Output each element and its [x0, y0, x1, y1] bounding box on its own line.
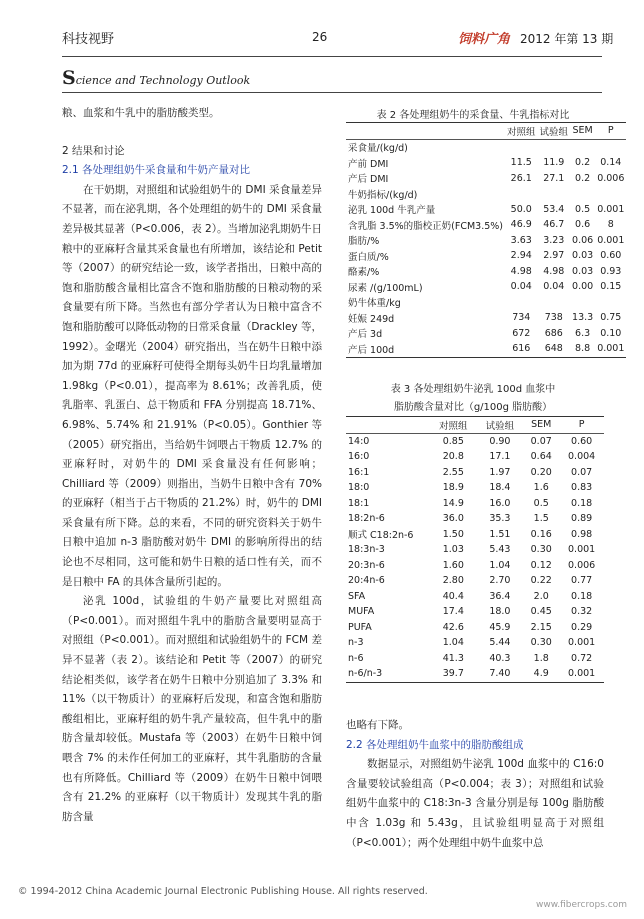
table2-cell: 46.7	[543, 219, 565, 231]
table3-row	[346, 511, 604, 527]
section-2-heading: 2 结果和讨论	[62, 144, 125, 157]
table3-cell: 20:3n-6	[348, 559, 385, 571]
right-line0: 也略有下降。	[346, 719, 409, 731]
table3-header	[346, 417, 430, 434]
table2-cell: 产前 DMI	[348, 158, 389, 170]
table3	[346, 416, 604, 683]
table3-row	[346, 620, 604, 636]
table2-row	[346, 233, 626, 249]
table3-cell: 20:4n-6	[348, 575, 385, 587]
table2-cell: 3.63	[510, 234, 532, 246]
page-number: 26	[312, 30, 328, 44]
table3-cell: 40.4	[442, 590, 464, 602]
table3-row	[346, 573, 604, 589]
table3-cell: 0.20	[530, 466, 552, 478]
table3-cell: 0.5	[533, 497, 549, 509]
table3-cell: 18:3n-3	[348, 544, 385, 556]
table3-cell: 顺式 C18:2n-6	[348, 530, 414, 542]
table3-cell: 20.8	[442, 451, 464, 463]
table2-cell: 0.14	[600, 157, 622, 169]
table2-header	[346, 123, 505, 140]
table2-cell	[570, 139, 595, 155]
table2-cell: 4.98	[510, 265, 532, 277]
table3-cell: 42.6	[442, 621, 464, 633]
table2-cell: 2.97	[543, 250, 565, 262]
table3-cell: 0.16	[530, 528, 552, 540]
section-2-2-heading: 2.2 各处理组奶牛血浆中的脂肪酸组成	[346, 738, 524, 751]
table3-cell: 0.72	[571, 652, 593, 664]
table2-cell: 648	[544, 343, 563, 355]
table2-cell	[505, 295, 538, 311]
table2-cell: 奶牛体重/kg	[348, 298, 401, 310]
table2-cell	[595, 186, 626, 202]
table3-cell: 45.9	[489, 621, 511, 633]
table3-cell: n-6	[348, 652, 364, 664]
table2-row	[346, 295, 626, 311]
table3-cell: 0.07	[530, 435, 552, 447]
table3-cell: 16:0	[348, 451, 370, 463]
table3-cell: 14.9	[442, 497, 464, 509]
table2-row	[346, 279, 626, 295]
table2-cell: 0.00	[572, 281, 594, 293]
table2-cell: 0.10	[600, 327, 622, 339]
table3-row	[346, 480, 604, 496]
table3-row	[346, 635, 604, 651]
table3-cell: SFA	[348, 590, 366, 602]
copyright-footer: © 1994-2012 China Academic Journal Electronic Publishing House. All rights reserved.	[18, 886, 428, 897]
table3-cell: 1.03	[442, 544, 464, 556]
table3-cell: 1.60	[442, 559, 464, 571]
table2-cell: 50.0	[510, 203, 532, 215]
table3-cell: 2.55	[442, 466, 464, 478]
section-2-1-heading: 2.1 各处理组奶牛采食量和牛奶产量对比	[62, 164, 251, 177]
table2-cell: 0.75	[600, 312, 622, 324]
table2-cell: 0.04	[510, 281, 532, 293]
table2-row	[346, 248, 626, 264]
table2-cell: 734	[512, 312, 531, 324]
table2-row	[346, 202, 626, 218]
table3-cell: 0.77	[571, 575, 593, 587]
table2-cell	[595, 139, 626, 155]
table2-cell: 0.001	[597, 234, 625, 246]
table3-cell: n-6/n-3	[348, 668, 383, 680]
table2-cell: 8	[607, 219, 614, 231]
table2-cell	[538, 186, 571, 202]
journal-name: 科技视野	[62, 32, 115, 47]
table2-row	[346, 264, 626, 280]
header-rule	[62, 56, 602, 57]
table2-cell: 0.60	[600, 250, 622, 262]
table3-header: SEM	[531, 419, 552, 431]
table2-cell: 3.23	[543, 234, 565, 246]
table2-cell: 0.06	[572, 234, 594, 246]
table2-cell: 0.001	[597, 203, 625, 215]
table3-cell: 0.22	[530, 575, 552, 587]
table2-cell: 脂肪/%	[348, 236, 380, 248]
table2-row	[346, 217, 626, 233]
table3-cell: 2.0	[533, 590, 549, 602]
table2-header: 对照组	[507, 126, 536, 138]
table3-cell: 36.0	[442, 513, 464, 525]
table3-cell: 18.9	[442, 482, 464, 494]
table3-cell: 1.04	[442, 637, 464, 649]
table3-cell: 0.30	[530, 544, 552, 556]
table2-cell: 0.2	[575, 157, 591, 169]
table3-cell: 0.89	[571, 513, 593, 525]
table3-cell: 0.90	[489, 435, 511, 447]
table3-cell: PUFA	[348, 621, 372, 633]
table2-cell: 0.2	[575, 172, 591, 184]
table3-cell: n-3	[348, 637, 364, 649]
table2-cell: 6.3	[575, 327, 591, 339]
table3-cell: 0.006	[568, 559, 596, 571]
table2-row	[346, 341, 626, 357]
table3-cell: 5.44	[489, 637, 511, 649]
table3-cell: 18:1	[348, 497, 370, 509]
table2-cell: 酪素/%	[348, 267, 380, 279]
table3-cell: 17.4	[442, 606, 464, 618]
table3-cell: 0.18	[571, 590, 593, 602]
table2-cell: 牛奶指标/(kg/d)	[348, 189, 418, 201]
table2-cell: 产后 3d	[348, 329, 383, 341]
table3-body	[346, 433, 604, 682]
table2-cell: 0.001	[597, 343, 625, 355]
watermark: www.fibercrops.com	[536, 900, 627, 910]
table2-cell: 0.04	[543, 281, 565, 293]
table3-row	[346, 433, 604, 449]
table3-header: 对照组	[439, 420, 468, 432]
journal-logo: 饲料广角	[458, 32, 511, 47]
table2-cell: 686	[544, 327, 563, 339]
table2-cell: 46.9	[510, 219, 532, 231]
table2-cell: 8.8	[575, 343, 591, 355]
table2-cell: 53.4	[543, 203, 565, 215]
table2-cell	[538, 295, 571, 311]
table3-cell: 0.18	[571, 497, 593, 509]
table3-cell: 7.40	[489, 668, 511, 680]
table2-caption: 表 2 各处理组奶牛的采食量、牛乳指标对比	[376, 110, 570, 121]
table3-cell: 0.98	[571, 528, 593, 540]
table3-cell: 5.43	[489, 544, 511, 556]
table2-body	[346, 139, 626, 357]
left-column	[62, 104, 322, 827]
table2-cell: 0.15	[600, 281, 622, 293]
subtitle-text: cience and Technology Outlook	[75, 74, 251, 87]
subtitle-initial: S	[62, 67, 76, 89]
table2-cell: 产后 DMI	[348, 174, 389, 186]
table3-cell: 2.70	[489, 575, 511, 587]
table3-cell: 36.4	[489, 590, 511, 602]
table3-cell: 14:0	[348, 435, 370, 447]
table3-row	[346, 496, 604, 512]
table2-cell: 0.03	[572, 265, 594, 277]
table2-cell: 26.1	[510, 172, 532, 184]
table2-cell: 采食量/(kg/d)	[348, 143, 408, 155]
table2-cell: 0.006	[597, 172, 625, 184]
table3-cell: 0.64	[530, 451, 552, 463]
table3-row	[346, 449, 604, 465]
table3-row	[346, 527, 604, 543]
table3-cell: 2.15	[530, 621, 552, 633]
table3-cell: 0.07	[571, 466, 593, 478]
table2-cell: 0.6	[575, 219, 591, 231]
table2-cell: 妊娠 249d	[348, 313, 395, 325]
table3-header: P	[578, 419, 585, 431]
table3-cell: 40.3	[489, 652, 511, 664]
table2-row	[346, 186, 626, 202]
table2-cell: 672	[512, 327, 531, 339]
table3-cell: 18.4	[489, 482, 511, 494]
table2-cell	[570, 186, 595, 202]
table2-cell: 27.1	[543, 172, 565, 184]
table3-cell: 0.45	[530, 606, 552, 618]
table3-row	[346, 651, 604, 667]
table2-cell: 616	[512, 343, 531, 355]
table3-cell: 18.0	[489, 606, 511, 618]
table2-cell: 产后 100d	[348, 344, 395, 356]
table3-cell: 1.51	[489, 528, 511, 540]
table3-cell: 16:1	[348, 466, 370, 478]
table3-row	[346, 589, 604, 605]
table3-cell: 0.12	[530, 559, 552, 571]
left-line0: 粮、血浆和牛乳中的脂肪酸类型。	[62, 107, 220, 119]
table2-cell: 2.94	[510, 250, 532, 262]
table2-cell: 13.3	[572, 312, 594, 324]
table3-cell: 0.004	[568, 451, 596, 463]
table2-cell: 泌乳 100d 牛乳产量	[348, 205, 436, 217]
table2-cell: 11.9	[543, 157, 565, 169]
table3-cell: 0.60	[571, 435, 593, 447]
table3-cell: 0.32	[571, 606, 593, 618]
table2-cell: 含乳脂 3.5%的脂校正奶(FCM3.5%)	[348, 220, 503, 232]
table3-cell: MUFA	[348, 606, 375, 618]
table2-cell	[538, 139, 571, 155]
table3-cell: 1.97	[489, 466, 511, 478]
table3-row	[346, 542, 604, 558]
table3-cell: 0.29	[571, 621, 593, 633]
table3-header: 试验组	[485, 420, 515, 432]
table2-row	[346, 310, 626, 326]
table3-caption-1: 表 3 各处理组奶牛泌乳 100d 血浆中	[390, 384, 556, 395]
table2-row	[346, 155, 626, 171]
table2-cell	[505, 186, 538, 202]
table3-cell: 1.5	[533, 513, 549, 525]
table2-cell: 蛋白质/%	[348, 251, 389, 263]
table2-row	[346, 139, 626, 155]
table3-cell: 35.3	[489, 513, 511, 525]
table3-row	[346, 465, 604, 481]
table3-row	[346, 558, 604, 574]
table3-cell: 0.001	[568, 544, 596, 556]
table3-cell: 41.3	[442, 652, 464, 664]
table3-cell: 0.30	[530, 637, 552, 649]
table3-row	[346, 666, 604, 682]
table2-cell	[570, 295, 595, 311]
table3-cell: 18:0	[348, 482, 370, 494]
table3-cell: 0.001	[568, 637, 596, 649]
table2	[346, 122, 626, 358]
table3-cell: 1.8	[533, 652, 549, 664]
table2-cell: 0.93	[600, 265, 622, 277]
table3-cell: 18:2n-6	[348, 513, 385, 525]
table3-cell: 0.001	[568, 668, 596, 680]
table2-header: 试验组	[539, 126, 569, 138]
table2-row	[346, 171, 626, 187]
table3-cell: 1.04	[489, 559, 511, 571]
table2-cell: 4.98	[543, 265, 565, 277]
table3-row	[346, 604, 604, 620]
table2-cell: 738	[544, 312, 563, 324]
table3-cell: 17.1	[489, 451, 511, 463]
table2-cell: 0.5	[575, 203, 591, 215]
table3-cell: 0.85	[442, 435, 464, 447]
table2-header: SEM	[572, 125, 593, 137]
table2-cell	[505, 139, 538, 155]
table3-cell: 16.0	[489, 497, 511, 509]
issue-number: 2012 年第 13 期	[520, 32, 614, 46]
table3-caption-2: 脂肪酸含量对比（g/100g 脂肪酸）	[393, 402, 553, 413]
paragraph-3: 数据显示，对照组奶牛泌乳 100d 血浆中的 C16:0 含量要较试验组高（P<0.004；表 3）；对照组和试验组奶牛血浆中的 C18:3n-3 含量分别是每 100g 脂肪酸中含 1.03g 和 5.43g，且试验组明显高于对照组（P<0.001）；两个处理组中奶牛血浆中总	[346, 758, 604, 849]
table3-cell: 1.50	[442, 528, 464, 540]
subtitle-rule	[62, 92, 602, 93]
paragraph-1: 在干奶期，对照组和试验组奶牛的 DMI 采食量差异不显著，而在泌乳期，各个处理组的奶牛的 DMI 采食量差异极其显著（P<0.006，表 2）。当增加泌乳期奶牛日粮中的亚麻籽含量其采食量也有所增加，该结论和 Petit 等（2007）的研究结论一致，该学者指出，日粮中高的饱和脂肪酸含量相比富含不饱和脂肪酸的日粮动物的采食量要有所下降。当然也有部分学者认为日粮中富含不饱和脂肪酸可以降低动物的日常采食量（Drackley 等，1992）。金曙光（2004）研究指出，当在奶牛日粮中添加为期 77d 的亚麻籽可使得全期每头奶牛日均乳量增加 1.98kg（P<0.01），提高率为 8.61%；改善乳质，使乳脂率、乳蛋白、总干物质和 FFA 分别提高 18.71%、6.98%、5.74% 和 21.91%（P<0.05）。Gonthier 等（2005）研究指出，当给奶牛饲喂占干物质 12.7% 的亚麻籽时，对奶牛的 DMI 采食量没有任何影响；Chilliard 等（2009）则指出，当奶牛日粮中含有 70% 的亚麻籽（相当于占干物质的 21.2%）时，奶牛的 DMI 采食量有所下降。总的来看，不同的研究资料关于奶牛日粮中追加 n-3 脂肪酸对奶牛 DMI 的影响所得出的结论也不尽相同，这可能和奶牛日粮的适口性有关，而不是日粮中 FA 的具体含量所引起的。	[62, 183, 322, 588]
section-subtitle	[62, 67, 250, 89]
table3-cell: 4.9	[533, 668, 549, 680]
table3-cell: 0.83	[571, 482, 593, 494]
table2-cell: 11.5	[510, 157, 532, 169]
table2-header: P	[607, 125, 614, 137]
table2-cell: 0.03	[572, 250, 594, 262]
table3-cell: 2.80	[442, 575, 464, 587]
table3-cell: 1.6	[533, 482, 549, 494]
paragraph-2: 泌乳 100d，试验组的牛奶产量要比对照组高（P<0.001）。而对照组牛乳中的脂肪含量要明显高于对照组（P<0.001）。而对照组和试验组奶牛的 FCM 差异不显著（表 2）。该结论和 Petit 等（2007）的研究结论相类似，该学者在奶牛日粮中分别追加了 3.3% 和 11%（以干物质计）的亚麻籽后发现，和富含饱和脂肪酸组相比，亚麻籽组的奶牛乳产量较高，但牛乳中的脂肪含量却较低。Mustafa 等（2003）在奶牛日粮中饲喂含 7% 的未作任何加工的亚麻籽，其牛乳脂肪的含量也有所降低。Chilliard 等（2009）在奶牛日粮中饲喂含有 21.2% 的亚麻籽（以干物质计）发现其牛乳的脂肪含量	[62, 595, 322, 823]
right-column-text	[346, 716, 604, 853]
table2-cell: 尿素 /(g/100mL)	[348, 282, 423, 294]
table2-cell	[595, 295, 626, 311]
table2-row	[346, 326, 626, 342]
table3-cell: 39.7	[442, 668, 464, 680]
